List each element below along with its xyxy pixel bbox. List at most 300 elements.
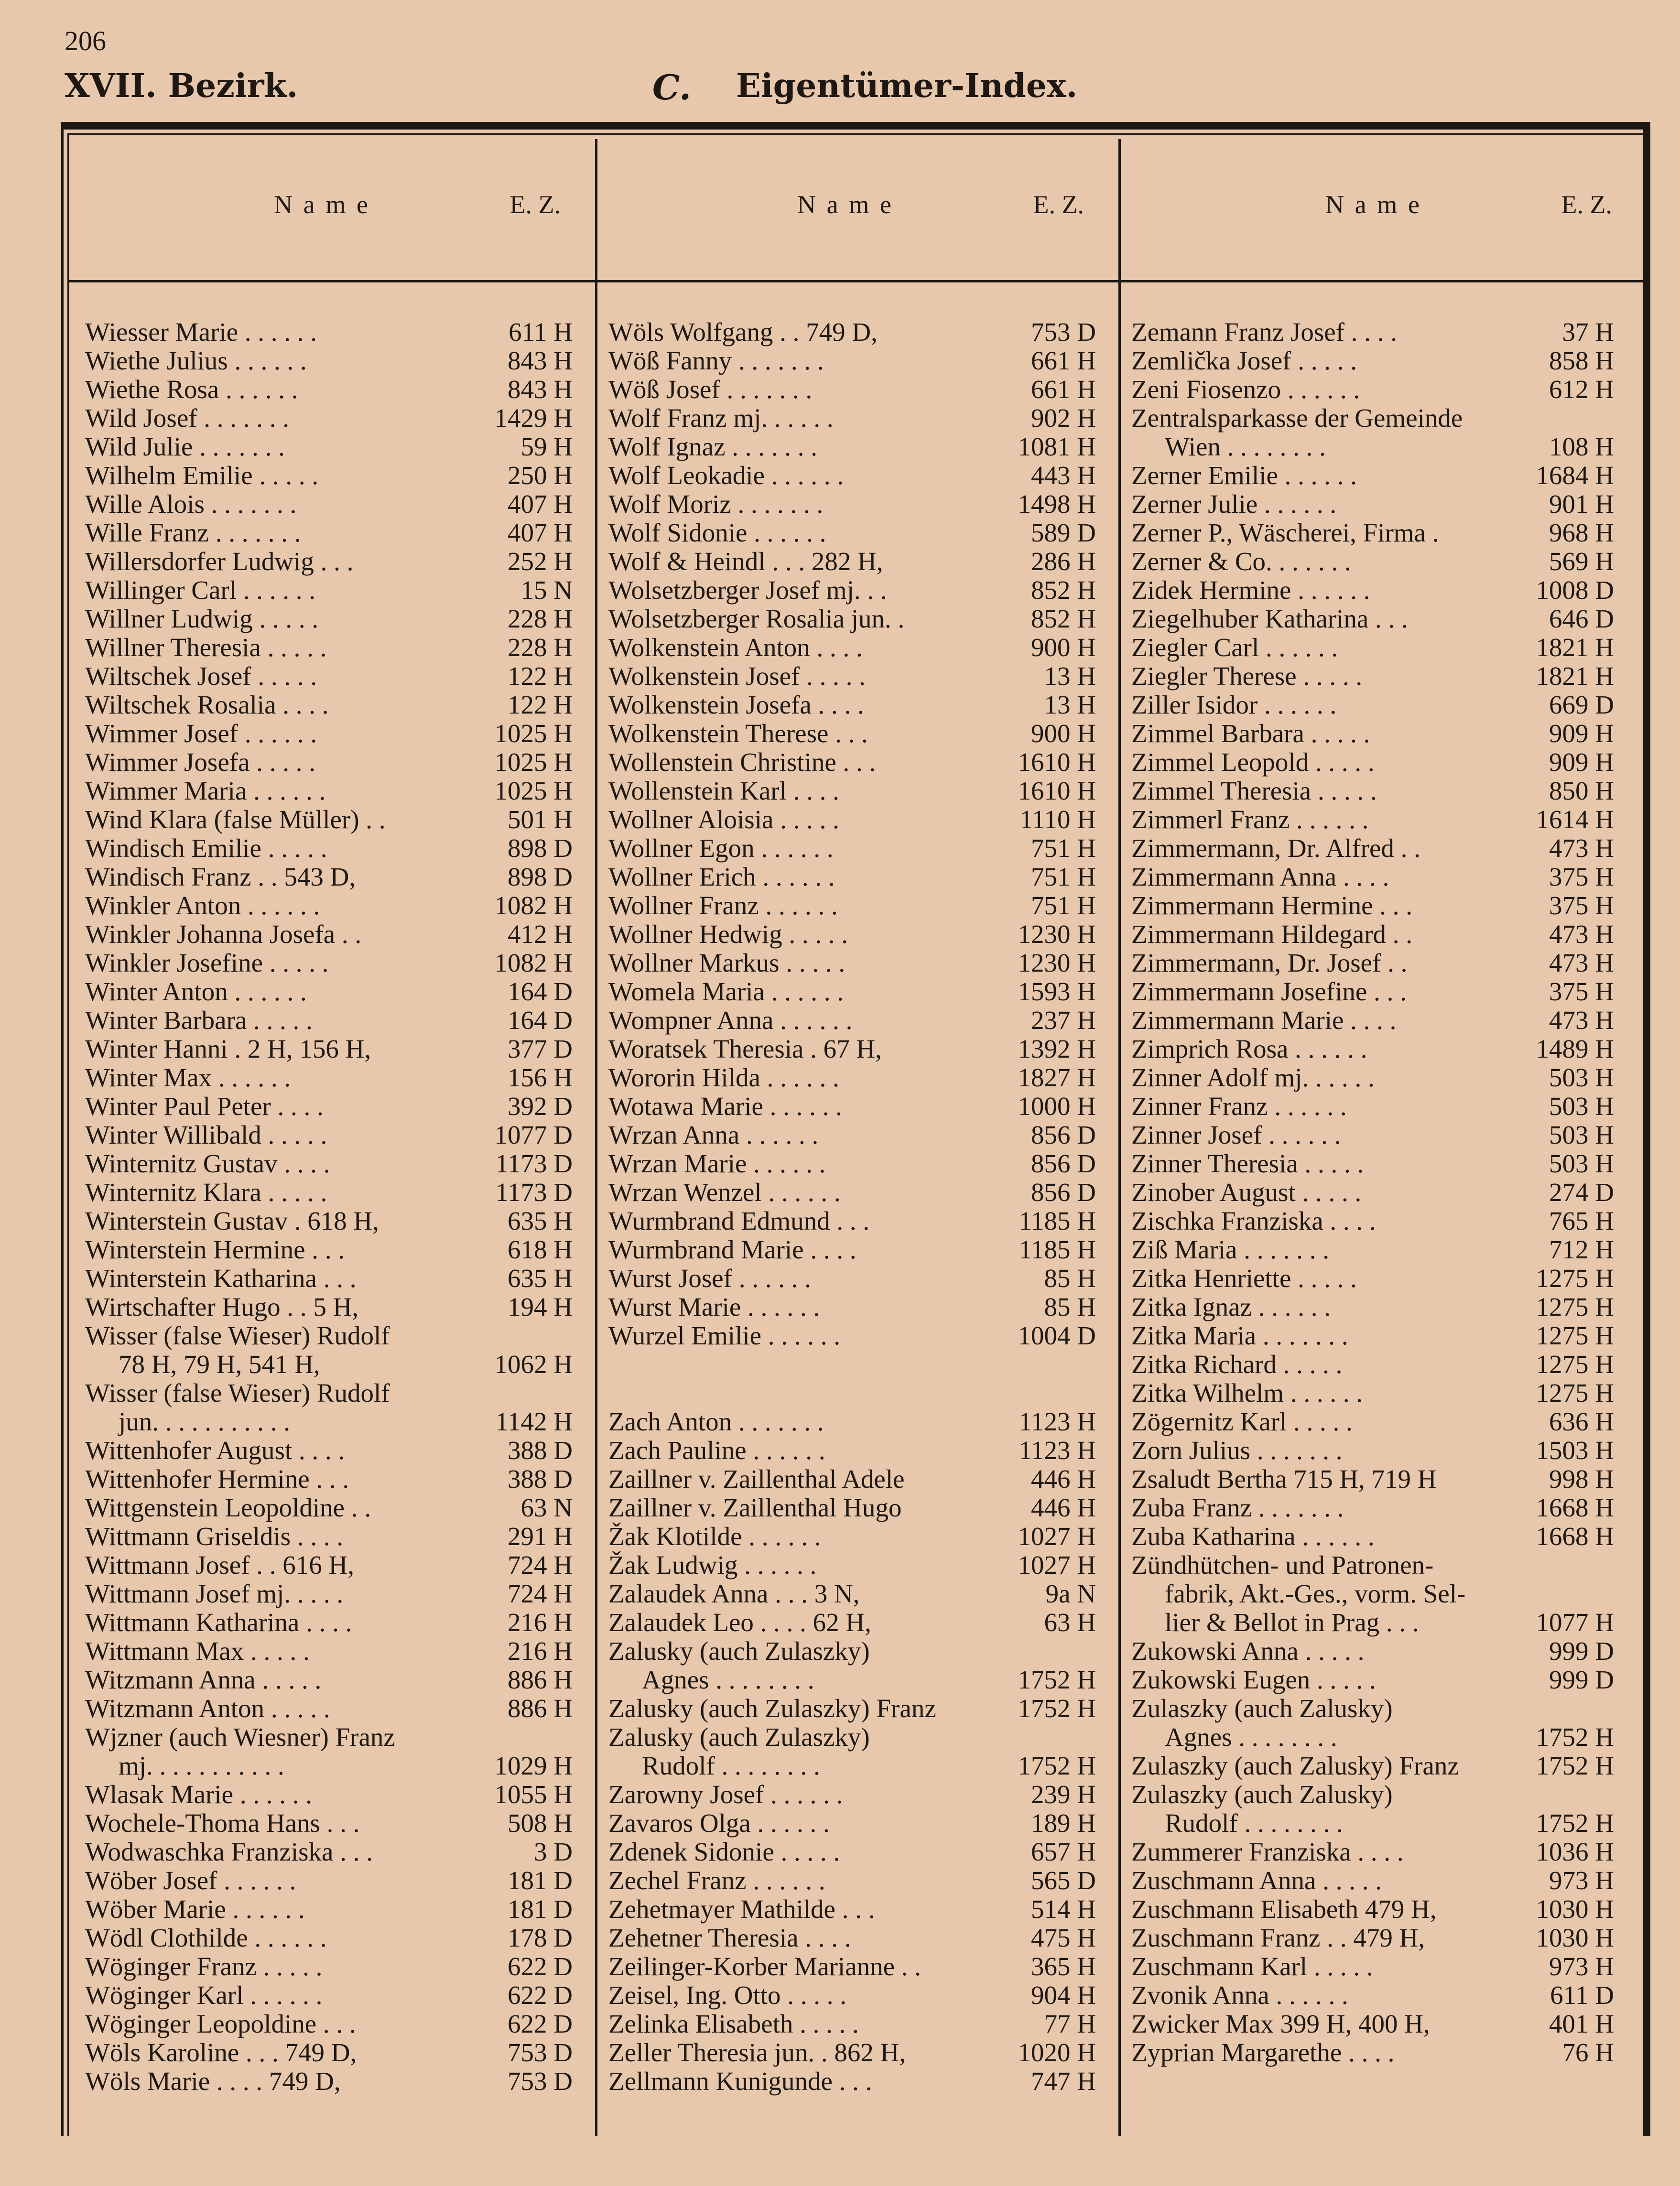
column-divider-1 xyxy=(595,139,597,2136)
owner-name: Ziegler Therese . . . . . xyxy=(1131,661,1363,691)
owner-name: Zummerer Franziska . . . . xyxy=(1131,1837,1404,1866)
index-entry xyxy=(1131,1608,1614,1637)
owner-name: Zinner Adolf mj. . . . . . xyxy=(1131,1063,1375,1092)
owner-name: Windisch Franz . . 543 D, xyxy=(85,862,356,891)
index-entry xyxy=(85,346,573,375)
owner-name: Wollner Franz . . . . . . xyxy=(608,891,838,920)
owner-name: Zulaszky (auch Zalusky) Franz xyxy=(1131,1751,1459,1780)
ez-number: 751 H xyxy=(1031,833,1096,863)
owner-name: Zerner P., Wäscherei, Firma . xyxy=(1131,518,1439,547)
owner-name: Winterstein Katharina . . . xyxy=(85,1264,357,1293)
ez-number: 122 H xyxy=(508,690,573,719)
owner-name: Wöls Marie . . . . 749 D, xyxy=(85,2067,341,2096)
index-entry xyxy=(85,461,573,490)
index-entry xyxy=(608,318,1096,346)
owner-name: Zemlička Josef . . . . . xyxy=(1131,346,1357,375)
index-entry xyxy=(85,318,573,346)
owner-name: Winkler Anton . . . . . . xyxy=(85,891,320,920)
ez-number: 904 H xyxy=(1031,1980,1096,2010)
owner-name: Wollner Hedwig . . . . . xyxy=(608,920,848,949)
index-entry xyxy=(1131,1752,1614,1780)
ez-number: 76 H xyxy=(1562,2038,1614,2067)
owner-name: Wolf Franz mj. . . . . . xyxy=(608,403,834,433)
ez-number: 388 D xyxy=(508,1436,573,1465)
header-divider xyxy=(68,280,1643,282)
owner-name: Wittmann Josef . . 616 H, xyxy=(85,1550,354,1580)
ez-number: 164 D xyxy=(508,977,573,1006)
owner-name: Zach Pauline . . . . . . xyxy=(608,1436,825,1465)
owner-name: Winternitz Gustav . . . . xyxy=(85,1149,330,1178)
index-entry xyxy=(1131,576,1614,605)
ez-number: 1275 H xyxy=(1536,1378,1614,1407)
index-entry xyxy=(85,1178,573,1207)
index-entry xyxy=(608,1780,1096,1809)
ez-number: 635 H xyxy=(508,1264,573,1293)
owner-name: Zwicker Max 399 H, 400 H, xyxy=(1131,2009,1430,2038)
index-entry xyxy=(85,777,573,805)
ez-number: 250 H xyxy=(508,461,573,490)
owner-name: Woratsek Theresia . 67 H, xyxy=(608,1034,882,1063)
ez-number: 3 D xyxy=(534,1837,573,1866)
index-entry xyxy=(85,662,573,691)
owner-name: Wollner Egon . . . . . . xyxy=(608,833,834,863)
index-entry xyxy=(85,949,573,977)
index-entry xyxy=(608,375,1096,404)
index-entry xyxy=(608,1637,1096,1666)
ez-number: 1036 H xyxy=(1536,1837,1614,1866)
index-entry xyxy=(1131,1522,1614,1551)
owner-name: Winter Anton . . . . . . xyxy=(85,977,307,1006)
owner-name: Zimmel Leopold . . . . . xyxy=(1131,747,1375,777)
ez-number: 636 H xyxy=(1549,1407,1614,1436)
index-entry xyxy=(608,633,1096,662)
index-entry xyxy=(1131,2038,1614,2067)
owner-name: Agnes . . . . . . . . xyxy=(642,1665,814,1694)
owner-name: Wollner Markus . . . . . xyxy=(608,948,845,977)
owner-name: Winkler Johanna Josefa . . xyxy=(85,920,362,949)
index-entry xyxy=(85,834,573,863)
owner-name: Zeilinger-Korber Marianne . . xyxy=(608,1952,921,1981)
index-entry xyxy=(608,748,1096,777)
index-entry xyxy=(85,605,573,633)
owner-name: Wien . . . . . . . . xyxy=(1165,432,1326,461)
owner-name: Wolkenstein Anton . . . . xyxy=(608,633,863,662)
index-column-1 xyxy=(85,318,573,2110)
owner-name: Zemann Franz Josef . . . . xyxy=(1131,317,1397,346)
index-entry xyxy=(1131,1866,1614,1895)
ez-number: 909 H xyxy=(1549,719,1614,748)
index-entry xyxy=(85,490,573,519)
index-entry xyxy=(608,949,1096,977)
owner-name: Rudolf . . . . . . . . xyxy=(1165,1808,1343,1838)
owner-name: Wöß Josef . . . . . . . xyxy=(608,375,813,404)
ez-number: 1025 H xyxy=(494,747,573,777)
owner-name: Zimmel Theresia . . . . . xyxy=(1131,776,1377,805)
ez-number: 635 H xyxy=(508,1206,573,1235)
owner-name: mj. . . . . . . . . . . xyxy=(119,1751,284,1780)
ez-number: 1821 H xyxy=(1536,661,1614,691)
ez-number: 9a N xyxy=(1045,1579,1096,1608)
index-entry xyxy=(85,519,573,547)
owner-name: Zitka Henriette . . . . . xyxy=(1131,1264,1357,1293)
index-entry xyxy=(1131,1350,1614,1379)
index-entry xyxy=(1131,1207,1614,1235)
ez-number: 1025 H xyxy=(494,776,573,805)
owner-name: Wompner Anna . . . . . . xyxy=(608,1006,853,1035)
index-entry xyxy=(608,1149,1096,1178)
index-entry xyxy=(1131,1580,1614,1608)
ez-number: 286 H xyxy=(1031,547,1096,576)
index-entry xyxy=(85,1580,573,1608)
ez-number: 1827 H xyxy=(1018,1063,1096,1092)
owner-name: Winter Barbara . . . . . xyxy=(85,1006,313,1035)
owner-name: Ziegelhuber Katharina . . . xyxy=(1131,604,1408,633)
ez-number: 1752 H xyxy=(1536,1751,1614,1780)
owner-name: Zyprian Margarethe . . . . xyxy=(1131,2038,1395,2067)
owner-name: Zinner Theresia . . . . . xyxy=(1131,1149,1364,1178)
ez-number: 900 H xyxy=(1031,719,1096,748)
ez-number: 407 H xyxy=(508,489,573,519)
ez-number: 446 H xyxy=(1031,1464,1096,1493)
owner-name: Wittmann Griseldis . . . . xyxy=(85,1522,344,1551)
index-entry xyxy=(85,1522,573,1551)
index-entry xyxy=(608,1006,1096,1035)
index-entry xyxy=(1131,1952,1614,1981)
index-entry xyxy=(1131,834,1614,863)
index-entry xyxy=(85,2010,573,2038)
index-entry xyxy=(608,1264,1096,1293)
owner-name: Zeni Fiosenzo . . . . . . xyxy=(1131,375,1360,404)
ez-number: 1498 H xyxy=(1018,489,1096,519)
index-entry xyxy=(85,719,573,748)
owner-name: Wurmbrand Edmund . . . xyxy=(608,1206,870,1235)
ez-number: 77 H xyxy=(1044,2009,1096,2038)
ez-number: 1020 H xyxy=(1018,2038,1096,2067)
ez-number: 1275 H xyxy=(1536,1321,1614,1350)
index-entry xyxy=(1131,662,1614,691)
ez-number: 401 H xyxy=(1549,2009,1614,2038)
owner-name: Wolkenstein Therese . . . xyxy=(608,719,868,748)
owner-name: Zulaszky (auch Zalusky) xyxy=(1131,1694,1393,1723)
ez-number: 228 H xyxy=(508,604,573,633)
ez-number: 1142 H xyxy=(495,1407,573,1436)
ez-number: 968 H xyxy=(1549,518,1614,547)
ez-number: 852 H xyxy=(1031,604,1096,633)
ez-number: 503 H xyxy=(1549,1120,1614,1149)
ez-number: 1062 H xyxy=(494,1350,573,1379)
owner-name: Wimmer Maria . . . . . . xyxy=(85,776,326,805)
index-entry xyxy=(1131,375,1614,404)
index-entry xyxy=(85,691,573,719)
index-entry xyxy=(608,1981,1096,2010)
index-entry xyxy=(1131,1035,1614,1063)
index-entry xyxy=(85,1866,573,1895)
owner-name: Wittenhofer Hermine . . . xyxy=(85,1464,349,1493)
index-entry xyxy=(85,1379,573,1407)
owner-name: Wittmann Max . . . . . xyxy=(85,1636,310,1666)
ez-number: 1185 H xyxy=(1019,1235,1096,1264)
ez-number: 228 H xyxy=(508,633,573,662)
owner-name: Zinober August . . . . . xyxy=(1131,1178,1362,1207)
ez-number: 156 H xyxy=(508,1063,573,1092)
owner-name: Zögernitz Karl . . . . . xyxy=(1131,1407,1353,1436)
ez-number: 622 D xyxy=(508,1980,573,2010)
ez-number: 589 D xyxy=(1031,518,1096,547)
index-entry xyxy=(85,1264,573,1293)
index-entry xyxy=(608,1092,1096,1121)
owner-name: Zuba Franz . . . . . . . xyxy=(1131,1493,1344,1522)
owner-name: Wolf Moriz . . . . . . . xyxy=(608,489,824,519)
ez-number: 514 H xyxy=(1031,1894,1096,1924)
owner-name: Agnes . . . . . . . . xyxy=(1165,1722,1337,1752)
index-entry xyxy=(85,1637,573,1666)
owner-name: Zimmermann Hermine . . . xyxy=(1131,891,1413,920)
owner-name: Winterstein Gustav . 618 H, xyxy=(85,1206,379,1235)
ez-number: 661 H xyxy=(1031,346,1096,375)
owner-name: 78 H, 79 H, 541 H, xyxy=(119,1350,320,1379)
index-entry xyxy=(608,1608,1096,1637)
owner-name: Ziegler Carl . . . . . . xyxy=(1131,633,1338,662)
owner-name: Wjzner (auch Wiesner) Franz xyxy=(85,1722,395,1752)
ez-number: 843 H xyxy=(508,346,573,375)
ez-number: 753 D xyxy=(508,2038,573,2067)
index-entry xyxy=(1131,1465,1614,1493)
ez-number: 446 H xyxy=(1031,1493,1096,1522)
index-entry xyxy=(85,1608,573,1637)
ez-number: 1230 H xyxy=(1018,948,1096,977)
index-entry xyxy=(608,1838,1096,1866)
owner-name: Wisser (false Wieser) Rudolf xyxy=(85,1378,390,1407)
ez-number: 618 H xyxy=(508,1235,573,1264)
ez-number: 999 D xyxy=(1549,1665,1614,1694)
index-entry xyxy=(85,920,573,949)
owner-name: Wollner Erich . . . . . . xyxy=(608,862,835,891)
ez-number: 898 D xyxy=(508,862,573,891)
owner-name: Witzmann Anna . . . . . xyxy=(85,1665,322,1694)
index-entry xyxy=(608,1293,1096,1321)
owner-name: Zukowski Eugen . . . . . xyxy=(1131,1665,1376,1694)
owner-name: Wild Julie . . . . . . . xyxy=(85,432,285,461)
ez-number: 181 D xyxy=(508,1894,573,1924)
index-entry xyxy=(608,1121,1096,1149)
index-entry xyxy=(608,1407,1096,1436)
ez-number: 1004 D xyxy=(1018,1321,1096,1350)
index-entry xyxy=(85,1551,573,1580)
index-entry xyxy=(1131,1436,1614,1465)
owner-name: Zitka Wilhelm . . . . . . xyxy=(1131,1378,1363,1407)
owner-name: Wolf Leokadie . . . . . . xyxy=(608,461,844,490)
index-entry xyxy=(1131,490,1614,519)
index-entry xyxy=(85,1006,573,1035)
owner-name: Wöß Fanny . . . . . . . xyxy=(608,346,824,375)
ez-number: 973 H xyxy=(1549,1866,1614,1895)
ez-number: 1668 H xyxy=(1536,1522,1614,1551)
index-entry xyxy=(1131,920,1614,949)
header-name-label: Name xyxy=(274,190,379,219)
owner-name: Zaillner v. Zaillenthal Adele xyxy=(608,1464,905,1493)
index-entry xyxy=(85,1436,573,1465)
ez-number: 63 H xyxy=(1044,1608,1096,1637)
ez-number: 475 H xyxy=(1031,1923,1096,1952)
ez-number: 63 N xyxy=(520,1493,573,1522)
owner-name: Wild Josef . . . . . . . xyxy=(85,403,290,433)
index-entry xyxy=(608,576,1096,605)
owner-name: Zitka Richard . . . . . xyxy=(1131,1350,1343,1379)
ez-number: 13 H xyxy=(1044,690,1096,719)
ez-number: 1593 H xyxy=(1018,977,1096,1006)
ez-number: 1173 D xyxy=(495,1149,573,1178)
index-entry xyxy=(608,719,1096,748)
ez-number: 843 H xyxy=(508,375,573,404)
index-entry xyxy=(608,547,1096,576)
index-entry xyxy=(85,1723,573,1752)
index-entry xyxy=(608,1809,1096,1838)
ez-number: 194 H xyxy=(508,1292,573,1321)
owner-name: Wöls Karoline . . . 749 D, xyxy=(85,2038,357,2067)
ez-number: 473 H xyxy=(1549,1006,1614,1035)
ez-number: 164 D xyxy=(508,1006,573,1035)
index-entry xyxy=(85,1780,573,1809)
owner-name: Wöber Josef . . . . . . xyxy=(85,1866,296,1895)
ez-number: 909 H xyxy=(1549,747,1614,777)
index-entry xyxy=(1131,1121,1614,1149)
owner-name: Zuschmann Anna . . . . . xyxy=(1131,1866,1382,1895)
index-entry xyxy=(608,1465,1096,1493)
index-entry xyxy=(1131,1924,1614,1952)
ez-number: 886 H xyxy=(508,1665,573,1694)
owner-name: jun. . . . . . . . . . . xyxy=(119,1407,291,1436)
index-entry xyxy=(85,1493,573,1522)
index-entry xyxy=(85,1694,573,1723)
index-entry xyxy=(608,920,1096,949)
owner-name: Wrzan Wenzel . . . . . . xyxy=(608,1178,841,1207)
ez-number: 856 D xyxy=(1031,1178,1096,1207)
index-entry xyxy=(608,519,1096,547)
index-entry xyxy=(608,1321,1096,1350)
ez-number: 611 D xyxy=(1550,1980,1614,2010)
ez-number: 375 H xyxy=(1549,977,1614,1006)
owner-name: Winter Max . . . . . . xyxy=(85,1063,291,1092)
index-entry xyxy=(608,1866,1096,1895)
ez-number: 1668 H xyxy=(1536,1493,1614,1522)
owner-name: Wororin Hilda . . . . . . xyxy=(608,1063,839,1092)
owner-name: Winter Hanni . 2 H, 156 H, xyxy=(85,1034,371,1063)
index-entry xyxy=(608,1178,1096,1207)
owner-name: Wollenstein Christine . . . xyxy=(608,747,876,777)
index-entry xyxy=(608,777,1096,805)
ez-number: 59 H xyxy=(520,432,573,461)
owner-name: Zimmermann, Dr. Alfred . . xyxy=(1131,833,1420,863)
ez-number: 902 H xyxy=(1031,403,1096,433)
owner-name: Winkler Josefine . . . . . xyxy=(85,948,329,977)
index-entry xyxy=(608,1063,1096,1092)
index-entry xyxy=(1131,519,1614,547)
index-entry xyxy=(608,977,1096,1006)
owner-name: Wind Klara (false Müller) . . xyxy=(85,805,386,834)
index-entry xyxy=(85,1407,573,1436)
owner-name: Zechel Franz . . . . . . xyxy=(608,1866,825,1895)
ez-number: 1429 H xyxy=(494,403,573,433)
index-entry xyxy=(1131,1981,1614,2010)
index-entry xyxy=(85,1149,573,1178)
index-entry xyxy=(608,1035,1096,1063)
index-entry xyxy=(85,863,573,891)
owner-name: Zidek Hermine . . . . . . xyxy=(1131,575,1370,605)
index-entry xyxy=(1131,1666,1614,1694)
index-entry xyxy=(1131,404,1614,433)
owner-name: Zavaros Olga . . . . . . xyxy=(608,1808,830,1838)
owner-name: Zerner & Co. . . . . . . xyxy=(1131,547,1351,576)
index-entry xyxy=(85,1350,573,1379)
owner-name: Wöginger Leopoldine . . . xyxy=(85,2009,356,2038)
index-entry xyxy=(1131,691,1614,719)
ez-number: 661 H xyxy=(1031,375,1096,404)
index-entry xyxy=(1131,1838,1614,1866)
ez-number: 1055 H xyxy=(494,1780,573,1809)
owner-name: Zündhütchen- und Patronen- xyxy=(1131,1550,1434,1580)
owner-name: Zitka Maria . . . . . . . xyxy=(1131,1321,1348,1350)
ez-number: 856 D xyxy=(1031,1120,1096,1149)
index-entry xyxy=(1131,1006,1614,1035)
page-number: 206 xyxy=(65,25,106,56)
header-ez-label: E. Z. xyxy=(1033,190,1084,219)
ez-number: 622 D xyxy=(508,2009,573,2038)
ez-number: 377 D xyxy=(508,1034,573,1063)
owner-name: Winterstein Hermine . . . xyxy=(85,1235,345,1264)
index-entry xyxy=(1131,1637,1614,1666)
index-entry xyxy=(85,404,573,433)
ez-number: 765 H xyxy=(1549,1206,1614,1235)
owner-name: Wolsetzberger Josef mj. . . xyxy=(608,575,887,605)
owner-name: Wiltschek Rosalia . . . . xyxy=(85,690,329,719)
ez-number: 1684 H xyxy=(1536,461,1614,490)
index-column-2 xyxy=(608,318,1096,2110)
ez-number: 611 H xyxy=(509,317,573,346)
ez-number: 37 H xyxy=(1562,317,1614,346)
index-entry xyxy=(85,1924,573,1952)
owner-name: Willinger Carl . . . . . . xyxy=(85,575,316,605)
index-entry xyxy=(608,1723,1096,1752)
owner-name: Zuschmann Karl . . . . . xyxy=(1131,1952,1373,1981)
owner-name: Wittmann Josef mj. . . . . xyxy=(85,1579,344,1608)
owner-name: Wotawa Marie . . . . . . xyxy=(608,1092,842,1121)
ez-number: 388 D xyxy=(508,1464,573,1493)
index-entry xyxy=(608,2010,1096,2038)
index-entry xyxy=(608,1350,1096,1379)
index-entry xyxy=(1131,805,1614,834)
owner-name: Wöginger Franz . . . . . xyxy=(85,1952,323,1981)
index-entry xyxy=(608,1666,1096,1694)
ez-number: 1123 H xyxy=(1019,1407,1096,1436)
ez-number: 669 D xyxy=(1549,690,1614,719)
owner-name: Winter Willibald . . . . . xyxy=(85,1120,327,1149)
owner-name: Wille Alois . . . . . . . xyxy=(85,489,297,519)
owner-name: Zimmerl Franz . . . . . . xyxy=(1131,805,1369,834)
owner-name: Zeller Theresia jun. . 862 H, xyxy=(608,2038,906,2067)
ez-number: 1489 H xyxy=(1536,1034,1614,1063)
header-ez-label: E. Z. xyxy=(509,190,561,219)
owner-name: Wolsetzberger Rosalia jun. . xyxy=(608,604,905,633)
frame-inner-top-rule xyxy=(68,133,1643,135)
owner-name: Zuschmann Franz . . 479 H, xyxy=(1131,1923,1425,1952)
index-entry xyxy=(608,1235,1096,1264)
owner-name: Zuschmann Elisabeth 479 H, xyxy=(1131,1894,1437,1924)
index-entry xyxy=(608,461,1096,490)
owner-name: Ziller Isidor . . . . . . xyxy=(1131,690,1337,719)
ez-number: 1030 H xyxy=(1536,1894,1614,1924)
index-entry xyxy=(85,1235,573,1264)
index-entry xyxy=(608,605,1096,633)
